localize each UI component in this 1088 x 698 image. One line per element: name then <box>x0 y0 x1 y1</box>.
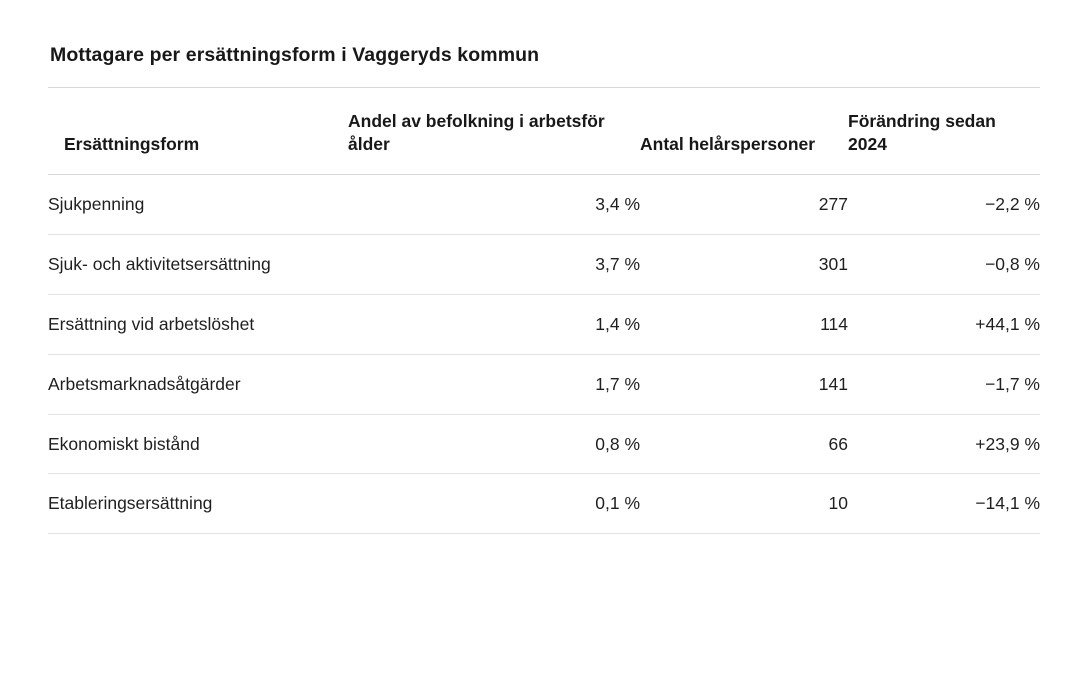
cell-form <box>48 294 348 354</box>
cell-count: 141 <box>640 354 848 414</box>
cell-form-text: Etableringsersättning <box>48 493 213 514</box>
cell-change: −2,2 % <box>848 175 1040 235</box>
cell-form-text: Ekonomiskt bistånd <box>48 433 200 454</box>
column-header-share: Andel av befolkning i arbetsför ålder <box>348 88 640 175</box>
cell-form-text: Sjuk- och aktivitetsersättning <box>48 254 271 275</box>
cell-share: 0,1 % <box>348 474 640 534</box>
table-body <box>48 175 1040 534</box>
cell-share: 3,4 % <box>348 175 640 235</box>
table-row <box>48 175 1040 235</box>
cell-change: +44,1 % <box>848 294 1040 354</box>
cell-count: 10 <box>640 474 848 534</box>
cell-form <box>48 354 348 414</box>
cell-share: 3,7 % <box>348 235 640 295</box>
page-title: Mottagare per ersättningsform i Vaggeryds kommun <box>50 44 540 66</box>
cell-form-text: Sjukpenning <box>48 194 145 215</box>
table-row <box>48 354 1040 414</box>
cell-change: +23,9 % <box>848 414 1040 474</box>
column-header-change: Förändring sedan 2024 <box>848 88 1040 175</box>
table-row <box>48 414 1040 474</box>
cell-form <box>48 414 348 474</box>
cell-count: 66 <box>640 414 848 474</box>
table-row <box>48 235 1040 295</box>
table-header-row <box>48 88 1040 175</box>
cell-share: 0,8 % <box>348 414 640 474</box>
benefits-table <box>48 87 1040 534</box>
cell-share: 1,7 % <box>348 354 640 414</box>
cell-form <box>48 235 348 295</box>
cell-count: 114 <box>640 294 848 354</box>
table-header <box>48 88 1040 175</box>
cell-form <box>48 474 348 534</box>
cell-count: 301 <box>640 235 848 295</box>
cell-form-text: Ersättning vid arbetslöshet <box>48 313 255 334</box>
column-header-form: Ersättningsform <box>48 88 348 175</box>
column-header-count: Antal helårspersoner <box>640 88 848 175</box>
cell-count: 277 <box>640 175 848 235</box>
table-row <box>48 474 1040 534</box>
cell-form <box>48 175 348 235</box>
cell-change: −1,7 % <box>848 354 1040 414</box>
table-row <box>48 294 1040 354</box>
cell-form-text: Arbetsmarknadsåtgärder <box>48 373 241 394</box>
cell-share: 1,4 % <box>348 294 640 354</box>
cell-change: −0,8 % <box>848 235 1040 295</box>
cell-change: −14,1 % <box>848 474 1040 534</box>
